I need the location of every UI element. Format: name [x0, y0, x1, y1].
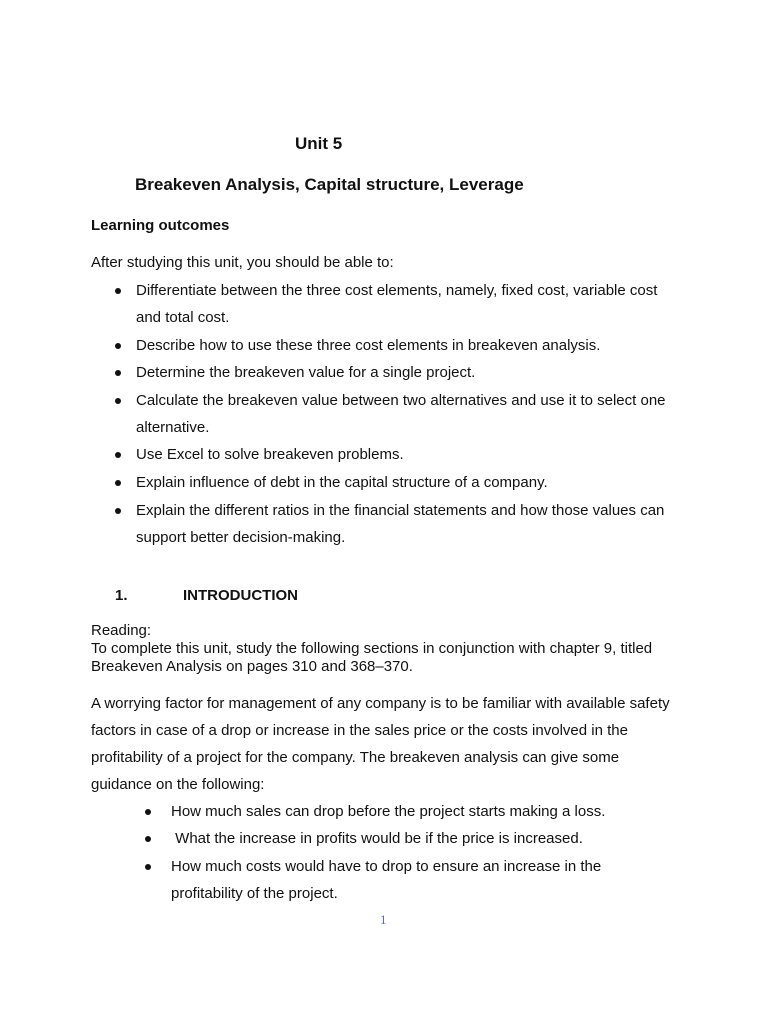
unit-title: Unit 5: [295, 134, 343, 153]
bullet-icon: [145, 864, 151, 870]
document-title: Breakeven Analysis, Capital structure, Leverage: [135, 175, 524, 194]
bullet-icon: [115, 452, 121, 458]
section-heading: INTRODUCTION: [183, 587, 298, 604]
learning-outcomes-intro: After studying this unit, you should be able to:: [91, 254, 394, 271]
reading-label: Reading:: [91, 622, 152, 639]
section-number: 1.: [115, 587, 128, 604]
page-number: 1: [380, 912, 387, 927]
list-item: How much sales can drop before the project starts making a loss.: [171, 803, 606, 820]
list-item: Calculate the breakeven value between two alternatives and use it to select one alternative.: [136, 392, 666, 436]
bullet-icon: [115, 343, 121, 349]
bullet-icon: [115, 288, 121, 294]
body-paragraph: A worrying factor for management of any company is to be familiar with available safety factors in case of a drop or increase in the sales price or the costs involved in the profitability of a project for the company. The breakeven analysis can give some guidance on the following:: [91, 695, 670, 793]
bullet-icon: [115, 480, 121, 486]
learning-outcomes-heading: Learning outcomes: [91, 217, 230, 234]
list-item: How much costs would have to drop to ensure an increase in the profitability of the project.: [171, 858, 602, 902]
bullet-icon: [115, 398, 121, 404]
reading-text: To complete this unit, study the following sections in conjunction with chapter 9, titled Breakeven Analysis on pages 310 and 368–370.: [91, 640, 653, 675]
bullet-icon: [145, 809, 151, 815]
list-item: Explain the different ratios in the financial statements and how those values can support better decision-making.: [136, 502, 665, 546]
list-item: What the increase in profits would be if the price is increased.: [171, 830, 583, 847]
list-item: Explain influence of debt in the capital structure of a company.: [136, 474, 548, 491]
bullet-icon: [115, 370, 121, 376]
list-item: Use Excel to solve breakeven problems.: [136, 446, 404, 463]
bullet-icon: [115, 508, 121, 514]
bullet-icon: [145, 836, 151, 842]
list-item: Determine the breakeven value for a single project.: [136, 364, 476, 381]
list-item: Differentiate between the three cost elements, namely, fixed cost, variable cost and total cost.: [136, 282, 658, 326]
list-item: Describe how to use these three cost elements in breakeven analysis.: [136, 337, 601, 354]
